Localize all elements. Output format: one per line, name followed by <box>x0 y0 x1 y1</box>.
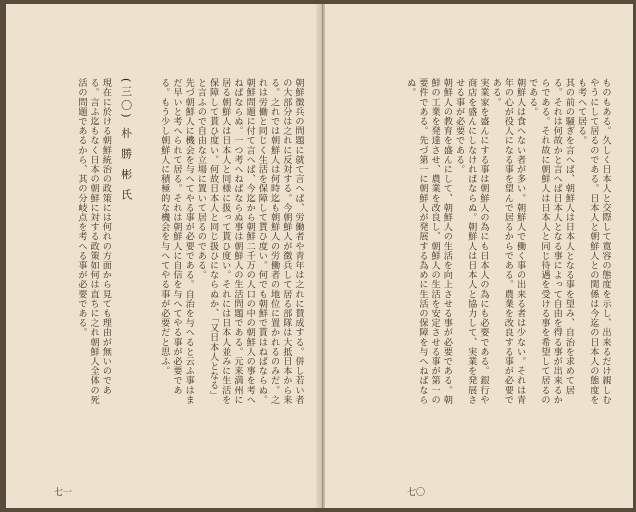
left-page-text <box>64 78 304 408</box>
section-heading <box>119 78 149 408</box>
paragraph: 実業家を盛んにする事は朝鮮人の為にも日本人の為にも必要である。銀行や商店を盛んにしなければならぬ。朝鮮人は日本人と協力して、実業を発展させる事が必要である。 <box>453 78 489 405</box>
page-number: 七一 <box>54 488 73 498</box>
heading-number: (三〇) 朴 <box>119 78 133 142</box>
paragraph: 朝鮮人の教育を盛んにして、朝鮮人の生活を向上させる事が必要である。朝鮮の工業を発達させ、農業を改良し、朝鮮人の生活を安定させる事が第一の要件である。先づ第一に朝鮮人が発展する為めに生活の保障を与へねばならぬ。 <box>404 78 453 405</box>
paragraph: 現在に於ける朝鮮統治の政策には何れの方面から見ても理由が無いのである。言ふ迄もなく日本の朝鮮に対する政策如何は直ちに之れ朝鮮人全体の死活の問題であるから、其の分岐点を考へる事が必要である。 <box>75 78 112 405</box>
heading-name: 勝 彬 氏 <box>119 147 133 203</box>
right-page-text <box>355 78 611 408</box>
paragraph: 其の前の騒ぎを言へば、朝鮮人は日本人となる事を望み、自治を求めて居る。それは何故かと言へば日本人となる事によって自由を得る事が出来るからである。それ故に朝鮮人は日本人と同じ待遇を受ける事を希望して居るのである。 <box>526 78 575 405</box>
page-number: 七〇 <box>407 488 426 498</box>
paragraph: 朝鮮人は食へない者が多い。朝鮮人で働く事の出来る者は少ない。それは青年の心が役人になる事を望んで居るからである。農業を改良する事が必要である。 <box>490 78 526 405</box>
paragraph: 先づ朝鮮人に機会を与へてやる事が必要である。自治を与へると云ふ事はまだ早いと考へられて居る。それは朝鮮人に自信を与へてやる事が必要である。もう少し朝鮮人に積極的な機会を与へてやる事が必要だと思ふ。 <box>158 78 195 405</box>
paragraph: ものもある。久しく日本人と交際して寛容の態度を示し、出来るだけ親しむやうにして居るのである。日本人と朝鮮人との関係は今迄の日本人の態度をも考へて居る。 <box>575 78 611 405</box>
paragraph: 朝鮮徴兵の問題に就て言へば、労働者や青年は之れに賛成する。併し若い者の大部分は之れに反対する。今朝鮮人が徴兵して居る部隊は大抵日本から来る。之れでは朝鮮人は何時迄も朝鮮人の労働者の地位に置かれるのみだ。之れは労働と同じく生活を保障して貰ひ度い。何でも朝鮮で貰はねばならぬ。 <box>256 78 304 405</box>
left-page <box>6 4 323 508</box>
right-page <box>324 4 633 508</box>
book-spread <box>6 4 632 508</box>
paragraph: 朝鮮問題に付て言へば、今迄から朝鮮二千万の人口の中の朝鮮人の事を考へねばならぬ。一つ考へねばならぬ事は朝鮮人の生活問題である。元来満州に居る朝鮮人は日本人と同様に扱って貰ひ度い。それには日本人並みに生活を保障して貰ひ度い。何故日本人と同じ扱ひにならぬか、「又日本人となる」と言ふので自由な立場に置いて居るのである。 <box>195 78 256 405</box>
